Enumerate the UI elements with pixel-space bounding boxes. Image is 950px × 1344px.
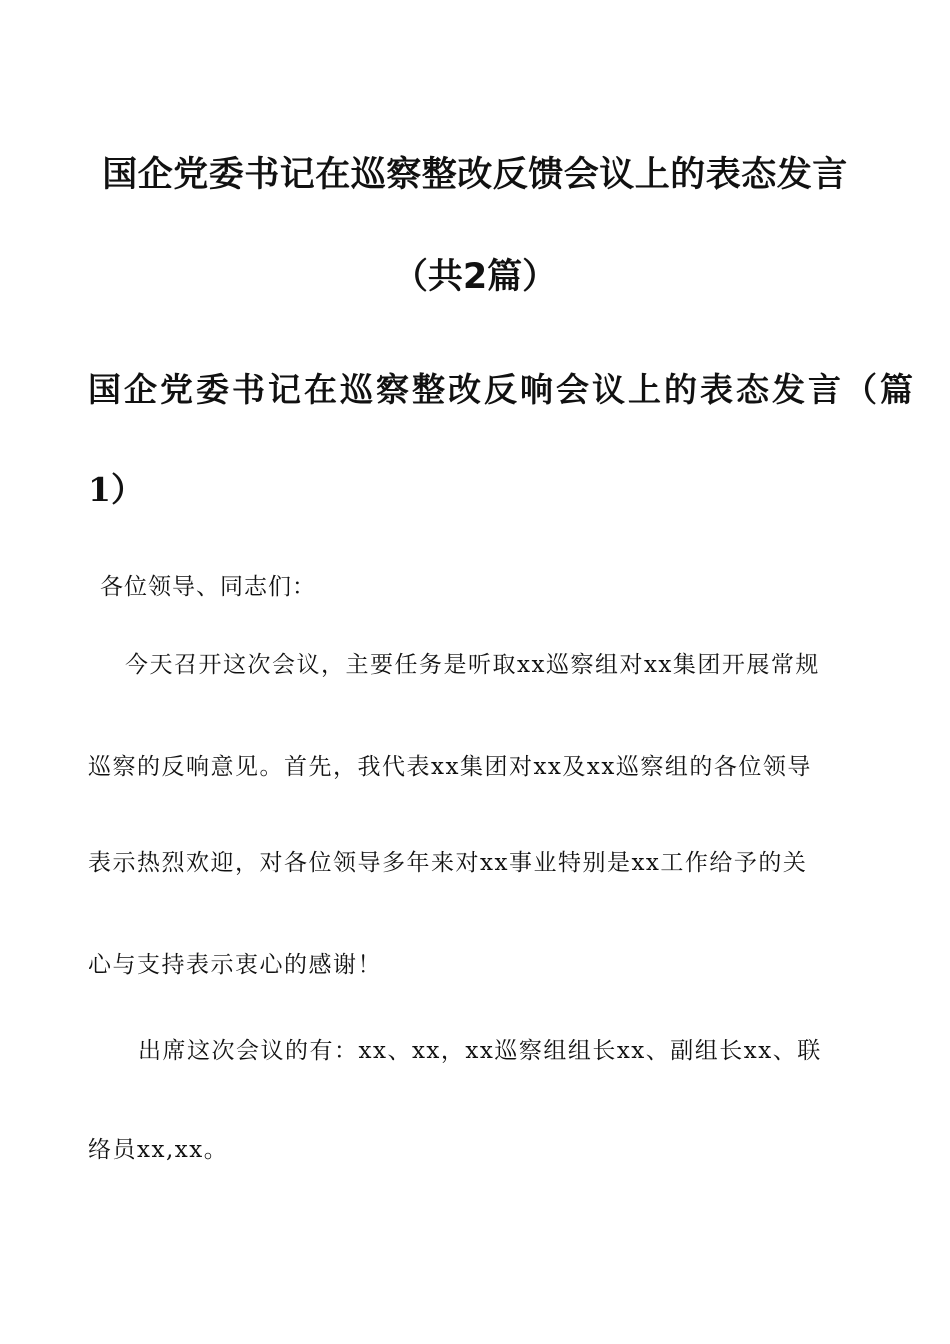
paragraph-line: 今天召开这次会议，主要任务是听取xx巡察组对xx集团开展常规 [125, 652, 820, 678]
paragraph-line: 表示热烈欢迎，对各位领导多年来对xx事业特别是xx工作给予的关 [88, 850, 808, 876]
section-heading-line-2: 1） [88, 470, 144, 509]
section-heading-line-1: 国企党委书记在巡察整改反响会议上的表态发言（篇 [88, 370, 916, 409]
paragraph-line: 络员xx,xx。 [88, 1137, 229, 1163]
salutation: 各位领导、同志们： [100, 574, 316, 600]
document-title-line-1: 国企党委书记在巡察整改反馈会议上的表态发言 [102, 155, 848, 195]
paragraph-line: 出席这次会议的有：xx、xx，xx巡察组组长xx、副组长xx、联 [138, 1038, 822, 1064]
paragraph-line: 巡察的反响意见。首先，我代表xx集团对xx及xx巡察组的各位领导 [88, 754, 812, 780]
document-title-line-2: （共2篇） [392, 257, 558, 297]
paragraph-line: 心与支持表示衷心的感谢！ [88, 952, 382, 978]
